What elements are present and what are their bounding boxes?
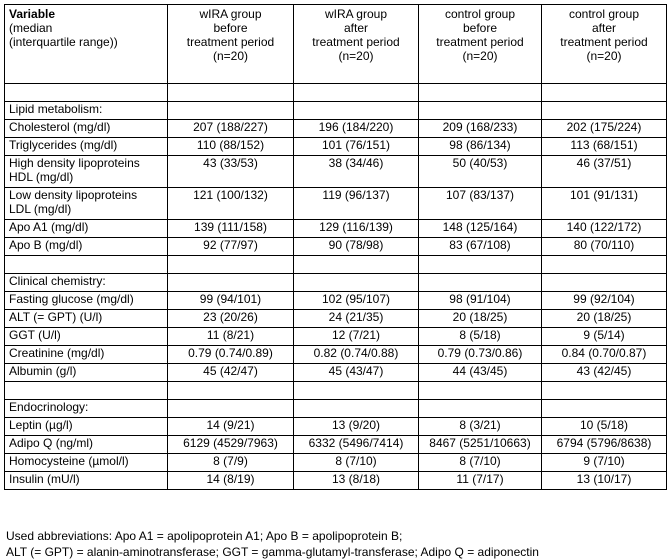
row-label: Adipo Q (ng/ml) — [5, 436, 168, 454]
spacer-row — [5, 84, 667, 102]
row-label: Fasting glucose (mg/dl) — [5, 292, 168, 310]
section-title: Lipid metabolism: — [5, 102, 168, 120]
footnote-line: ALT (= GPT) = alanin-aminotransferase; GGT = gamma-glutamyl-transferase; Adipo Q = adiponectin — [6, 545, 539, 559]
footnote-line: Used abbreviations: Apo A1 = apolipoprotein A1; Apo B = apolipoprotein B; — [6, 529, 403, 543]
table-row-triglycerides: Triglycerides (mg/dl) 110 (88/152) 101 (76/151) 98 (86/134) 113 (68/151) — [5, 138, 667, 156]
row-label: GGT (U/l) — [5, 328, 168, 346]
table-row-cholesterol: Cholesterol (mg/dl) 207 (188/227) 196 (184/220) 209 (168/233) 202 (175/224) — [5, 120, 667, 138]
column-header-control-after: control group after treatment period (n=20) — [542, 5, 667, 84]
row-label: High density lipoproteins HDL (mg/dl) — [5, 156, 168, 188]
section-lipid-metabolism — [5, 102, 667, 120]
abbreviations-footnote — [6, 528, 539, 560]
row-label: Creatinine (mg/dl) — [5, 346, 168, 364]
spacer-row — [5, 382, 667, 400]
section-clinical-chemistry — [5, 274, 667, 292]
table-row-ggt: GGT (U/l) 11 (8/21) 12 (7/21) 8 (5/18) 9 (5/14) — [5, 328, 667, 346]
row-label: Cholesterol (mg/dl) — [5, 120, 168, 138]
section-endocrinology — [5, 400, 667, 418]
column-header-wira-before: wIRA group before treatment period (n=20) — [168, 5, 294, 84]
table-row-apo-a1: Apo A1 (mg/dl) 139 (111/158) 129 (116/139) 148 (125/164) 140 (122/172) — [5, 220, 667, 238]
table-row-creatinine: Creatinine (mg/dl) 0.79 (0.74/0.89) 0.82 (0.74/0.88) 0.79 (0.73/0.86) 0.84 (0.70/0.87) — [5, 346, 667, 364]
table-row-homocysteine: Homocysteine (µmol/l) 8 (7/9) 8 (7/10) 8 (7/10) 9 (7/10) — [5, 454, 667, 472]
row-label: Leptin (µg/l) — [5, 418, 168, 436]
row-label: Insulin (mU/l) — [5, 472, 168, 490]
column-header-wira-after: wIRA group after treatment period (n=20) — [294, 5, 419, 84]
column-header-control-before: control group before treatment period (n=20) — [419, 5, 542, 84]
row-label: Low density lipoproteins LDL (mg/dl) — [5, 188, 168, 220]
section-title: Clinical chemistry: — [5, 274, 168, 292]
results-table — [4, 4, 667, 490]
table-row-fasting-glucose: Fasting glucose (mg/dl) 99 (94/101) 102 (95/107) 98 (91/104) 99 (92/104) — [5, 292, 667, 310]
table-row-apo-b: Apo B (mg/dl) 92 (77/97) 90 (78/98) 83 (67/108) 80 (70/110) — [5, 238, 667, 256]
row-label: Albumin (g/l) — [5, 364, 168, 382]
table-row-ldl: Low density lipoproteins LDL (mg/dl) 121 (100/132) 119 (96/137) 107 (83/137) 101 (91/131) — [5, 188, 667, 220]
row-label: ALT (= GPT) (U/l) — [5, 310, 168, 328]
variable-header: Variable (median (interquartile range)) — [5, 5, 168, 84]
table-row-alt: ALT (= GPT) (U/l) 23 (20/26) 24 (21/35) 20 (18/25) 20 (18/25) — [5, 310, 667, 328]
row-label: Triglycerides (mg/dl) — [5, 138, 168, 156]
section-title: Endocrinology: — [5, 400, 168, 418]
table-row-insulin: Insulin (mU/l) 14 (8/19) 13 (8/18) 11 (7/17) 13 (10/17) — [5, 472, 667, 490]
spacer-row — [5, 256, 667, 274]
row-label: Apo B (mg/dl) — [5, 238, 168, 256]
header-row — [5, 5, 667, 84]
table-row-leptin: Leptin (µg/l) 14 (9/21) 13 (9/20) 8 (3/21) 10 (5/18) — [5, 418, 667, 436]
table-row-adipo-q: Adipo Q (ng/ml) 6129 (4529/7963) 6332 (5496/7414) 8467 (5251/10663) 6794 (5796/8638) — [5, 436, 667, 454]
table-row-hdl: High density lipoproteins HDL (mg/dl) 43 (33/53) 38 (34/46) 50 (40/53) 46 (37/51) — [5, 156, 667, 188]
row-label: Homocysteine (µmol/l) — [5, 454, 168, 472]
row-label: Apo A1 (mg/dl) — [5, 220, 168, 238]
table-row-albumin: Albumin (g/l) 45 (42/47) 45 (43/47) 44 (43/45) 43 (42/45) — [5, 364, 667, 382]
